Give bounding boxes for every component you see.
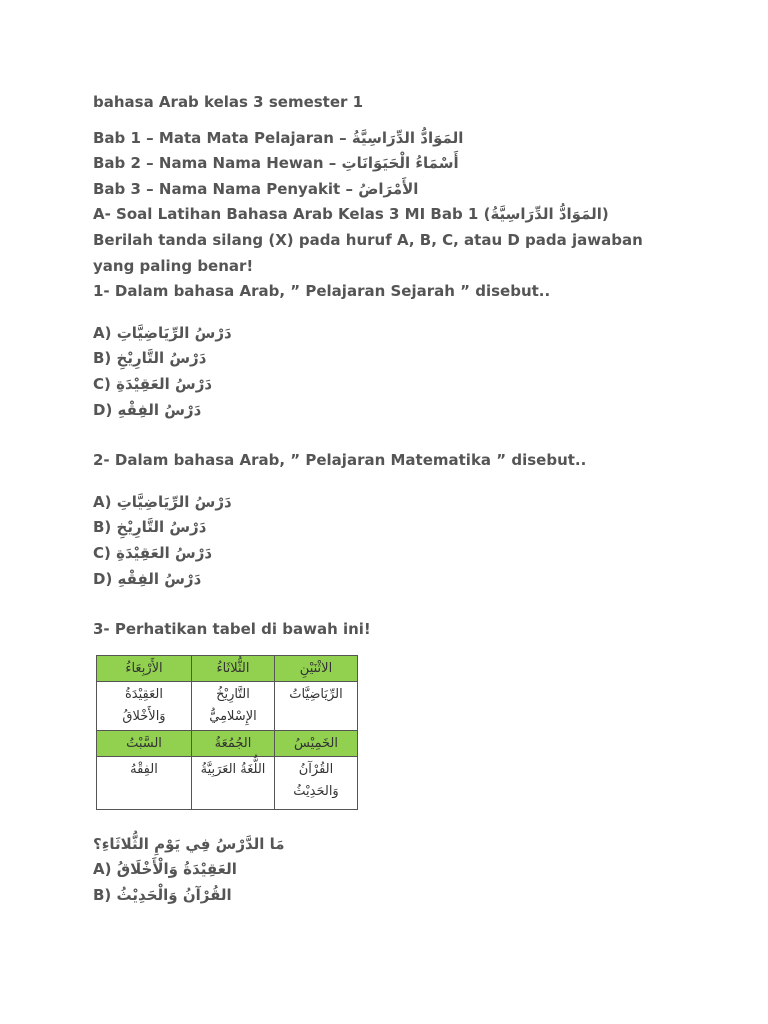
table-cell: [97, 681, 192, 730]
q3-option-a: [93, 857, 733, 883]
q1-option-c: [93, 372, 733, 398]
section-prefix: A- Soal Latihan Bahasa Arab Kelas 3 MI Bab 1 (: [93, 205, 491, 224]
cell-line: الرِّيَاضِيَّاتُ: [289, 686, 343, 702]
schedule-table: [96, 655, 358, 810]
table-cell: [192, 756, 275, 809]
table-header-row: [97, 730, 358, 756]
option-arabic: دَرْسُ التَّارِيْخِ: [116, 518, 207, 537]
option-arabic: دَرْسُ الفِقْهِ: [117, 569, 202, 588]
option-arabic: دَرْسُ الرِّيَاضِيَّاتِ: [116, 492, 232, 511]
q2-option-c: [93, 541, 733, 567]
table-cell: السَّبْتُ: [97, 730, 192, 756]
option-letter: C): [93, 374, 111, 393]
section-heading: [93, 202, 733, 228]
chapter-2: [93, 151, 733, 177]
cell-line: الإِسْلامِيُّ: [209, 708, 257, 724]
chapter-1: [93, 126, 733, 152]
question-1: 1- Dalam bahasa Arab, ” Pelajaran Sejarah ” disebut..: [93, 282, 551, 301]
table-cell: الثُّلاثَاءُ: [192, 655, 275, 681]
question-arabic: مَا الدَّرْسُ فِي يَوْمِ الثُّلاثَاءِ؟: [93, 834, 285, 853]
option-letter: A): [93, 860, 112, 879]
q1-option-a: [93, 321, 733, 347]
option-letter: B): [93, 349, 112, 368]
option-arabic: دَرْسُ العَقِيْدَةِ: [116, 374, 213, 393]
table-row: [97, 756, 358, 809]
q1-option-b: [93, 346, 733, 372]
option-letter: A): [93, 323, 112, 342]
cell-line: الفِقْهُ: [130, 761, 158, 777]
table-cell: الخَمِيْسُ: [275, 730, 358, 756]
instruction-line-2: yang paling benar!: [93, 256, 254, 275]
q2-option-a: [93, 490, 733, 516]
cell-line: اللُّغَةُ العَرَبِيَّةُ: [200, 761, 266, 777]
instruction-line-1: Berilah tanda silang (X) pada huruf A, B, C, atau D pada jawaban: [93, 230, 643, 249]
table-cell: [275, 756, 358, 809]
chapter-label: Bab 2 – Nama Nama Hewan –: [93, 154, 342, 173]
option-letter: D): [93, 569, 113, 588]
cell-line: وَالحَدِيْثُ: [293, 783, 339, 799]
table-cell: الأَرْبِعَاءُ: [97, 655, 192, 681]
option-arabic: العَقِيْدَةُ وَالْأَخْلَاقُ: [116, 860, 237, 879]
section-suffix: ): [601, 205, 609, 224]
chapter-arabic: المَوَادُّ الدِّرَاسِيَّةُ: [351, 128, 464, 147]
chapter-arabic: أَسْمَاءُ الْحَيَوَانَاتِ: [341, 154, 459, 173]
table-cell: [275, 681, 358, 730]
table-cell: الجُمُعَةُ: [192, 730, 275, 756]
q3-question-arabic: [93, 832, 733, 858]
option-letter: B): [93, 518, 112, 537]
cell-line: العَقِيْدَةُ: [125, 686, 163, 702]
document: [93, 90, 733, 908]
table-cell: [192, 681, 275, 730]
option-letter: D): [93, 400, 113, 419]
chapter-label: Bab 3 – Nama Nama Penyakit –: [93, 179, 359, 198]
option-arabic: دَرْسُ الفِقْهِ: [117, 400, 202, 419]
question-3: 3- Perhatikan tabel di bawah ini!: [93, 620, 371, 639]
option-letter: C): [93, 543, 111, 562]
option-letter: A): [93, 492, 112, 511]
q1-option-d: [93, 398, 733, 424]
cell-line: القُرْآنُ: [298, 761, 334, 777]
q3-option-b: [93, 883, 733, 909]
chapter-arabic: الأَمْرَاضُ: [358, 179, 419, 198]
q2-option-b: [93, 515, 733, 541]
table-cell: [97, 756, 192, 809]
question-2: 2- Dalam bahasa Arab, ” Pelajaran Matematika ” disebut..: [93, 451, 587, 470]
table-row: [97, 681, 358, 730]
table-cell: الاثْنَيْنِ: [275, 655, 358, 681]
option-arabic: دَرْسُ العَقِيْدَةِ: [116, 543, 213, 562]
section-arabic: المَوَادُّ الدِّرَاسِيَّةُ: [490, 205, 602, 224]
chapter-label: Bab 1 – Mata Mata Pelajaran –: [93, 128, 352, 147]
cell-line: وَالأَخْلاقُ: [122, 708, 166, 724]
chapter-3: [93, 177, 733, 203]
option-arabic: القُرْآنُ وَالْحَدِيْثُ: [116, 885, 232, 904]
option-arabic: دَرْسُ التَّارِيْخِ: [116, 349, 207, 368]
option-letter: B): [93, 885, 112, 904]
table-header-row: [97, 655, 358, 681]
page-title: bahasa Arab kelas 3 semester 1: [93, 93, 364, 111]
q2-option-d: [93, 567, 733, 593]
option-arabic: دَرْسُ الرِّيَاضِيَّاتِ: [116, 323, 232, 342]
cell-line: التَّارِيْخُ: [216, 686, 250, 702]
